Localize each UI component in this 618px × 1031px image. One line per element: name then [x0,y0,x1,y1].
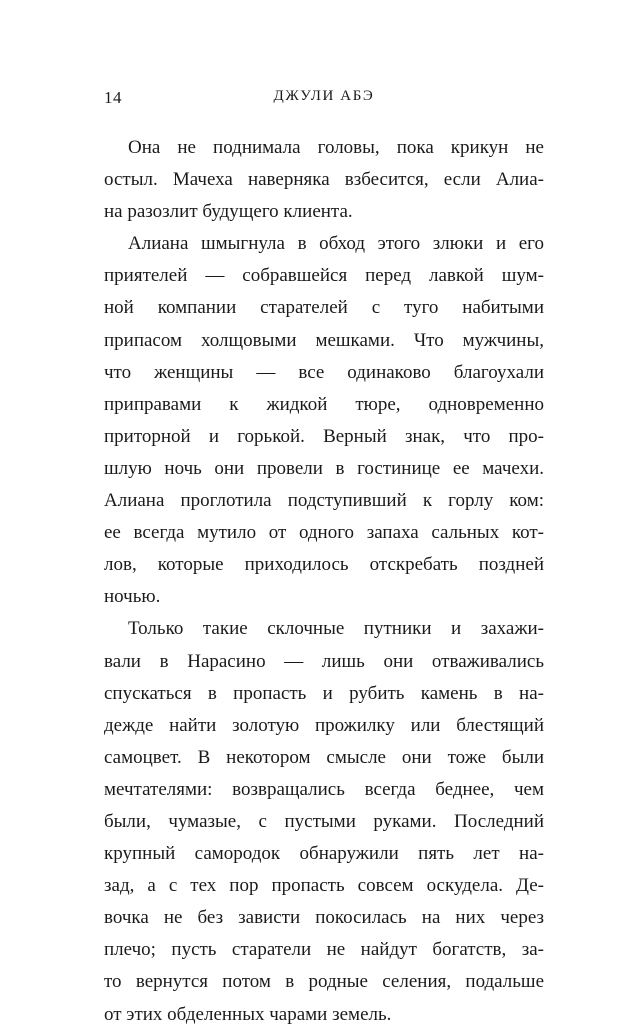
running-head-author: ДЖУЛИ АБЭ [273,88,375,104]
page-header [104,88,544,112]
text-line: дежде найти золотую прожилку или блестящий [104,714,544,736]
text-line: приторной и горькой. Верный знак, что про- [104,425,544,447]
page-number: 14 [104,88,122,107]
text-line: припасом холщовыми мешками. Что мужчины, [104,329,544,351]
text-line: лов, которые приходилось отскребать поздней [104,554,544,576]
text-line: ночью. [104,586,161,608]
text-line: шлую ночь они провели в гостинице ее мачехи. [104,457,544,479]
text-line: что женщины — все одинаково благоухали [104,361,544,383]
text-line: от этих обделенных чарами земель. [104,1003,392,1025]
text-line: были, чумазые, с пустыми руками. Последний [104,810,544,832]
text-line: вали в Нарасино — лишь они отваживались [104,650,544,672]
body-text [104,132,544,1031]
text-line: Алиана шмыгнула в обход этого злюки и его [128,233,544,255]
text-line: то вернутся потом в родные селения, подальше [104,971,544,993]
text-line: на разозлит будущего клиента. [104,201,353,223]
text-line: приправами к жидкой тюре, одновременно [104,393,544,415]
text-line: вочка не без зависти покосилась на них через [104,907,544,929]
text-line: остыл. Мачеха наверняка взбесится, если Алиа- [104,169,544,191]
text-line: мечтателями: возвращались всегда беднее, чем [104,778,544,800]
text-line: ее всегда мутило от одного запаха сальных кот- [104,522,544,544]
text-line: спускаться в пропасть и рубить камень в на- [104,682,544,704]
text-line: Она не поднимала головы, пока крикун не [128,137,544,158]
text-line: Алиана проглотила подступивший к горлу ком: [104,490,544,512]
text-line: крупный самородок обнаружили пять лет на- [104,843,544,865]
text-line: ной компании старателей с туго набитыми [104,297,544,319]
text-line: Только такие склочные путники и захажи- [128,618,544,640]
text-line: зад, а с тех пор пропасть совсем оскудела. Де- [104,875,544,897]
text-line: приятелей — собравшейся перед лавкой шум- [104,265,544,287]
text-line: самоцвет. В некотором смысле они тоже были [104,746,544,768]
text-line: плечо; пусть старатели не найдут богатств, за- [104,939,544,961]
